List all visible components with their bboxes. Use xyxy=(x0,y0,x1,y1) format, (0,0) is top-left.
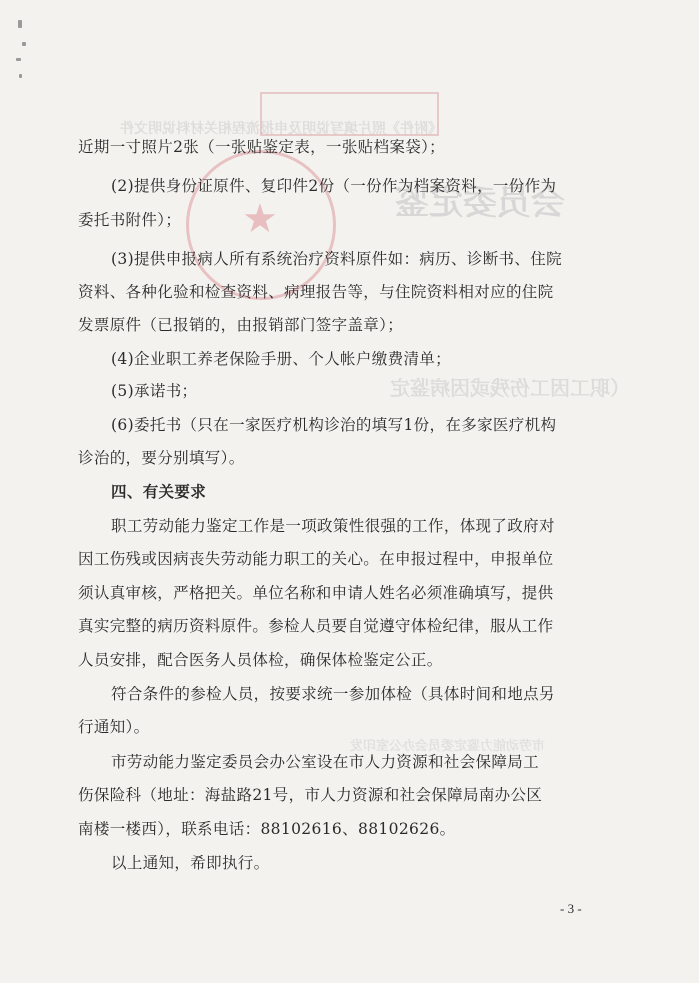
binding-mark xyxy=(19,74,22,78)
page-number: - 3 - xyxy=(560,901,582,916)
text-line-22: 以上通知，希即执行。 xyxy=(111,854,270,872)
text-line-20: 伤保险科（地址：海盐路21号，市人力资源和社会保障局南办公区 xyxy=(78,786,543,804)
text-line-19: 市劳动能力鉴定委员会办公室设在市人力资源和社会保障局工 xyxy=(111,753,539,771)
bleed-through-text-4: 市劳动能力鉴定委员会办公室印发 xyxy=(350,739,546,754)
bleed-through-text-3: （职工因工伤残或因病鉴定 xyxy=(390,376,630,400)
text-line-13: 因工伤残或因病丧失劳动能力职工的关心。在申报过程中，申报单位 xyxy=(78,550,554,568)
section-heading: 四、有关要求 xyxy=(111,483,207,501)
text-line-10: 诊治的，要分别填写）。 xyxy=(78,449,245,467)
bleed-through-text-1: 会员委定鉴 xyxy=(395,183,565,223)
text-line-1: 近期一寸照片2张（一张贴鉴定表，一张贴档案袋）； xyxy=(78,138,446,156)
binding-mark xyxy=(16,58,21,61)
text-line-3: 委托书附件）； xyxy=(78,211,182,229)
stamp-box-mark xyxy=(260,92,439,136)
binding-mark xyxy=(18,20,22,28)
text-line-8: (5)承诺书； xyxy=(111,382,198,400)
text-line-15: 真实完整的病历资料原件。参检人员要自觉遵守体检纪律，服从工作 xyxy=(78,617,554,635)
text-line-14: 须认真审核，严格把关。单位名称和申请人姓名必须准确填写，提供 xyxy=(78,584,554,602)
text-line-4: (3)提供申报病人所有系统治疗资料原件如：病历、诊断书、住院 xyxy=(111,250,562,268)
text-line-16: 人员安排，配合医务人员体检，确保体检鉴定公正。 xyxy=(78,651,443,669)
text-line-7: (4)企业职工养老保险手册、个人帐户缴费清单； xyxy=(111,350,452,368)
text-line-2: (2)提供身份证原件、复印件2份（一份作为档案资料，一份作为 xyxy=(111,177,557,195)
text-line-21: 南楼一楼西），联系电话：88102616、88102626。 xyxy=(78,820,456,838)
text-line-18: 行通知）。 xyxy=(78,718,150,736)
binding-mark xyxy=(22,42,26,46)
seal-star-icon: ★ xyxy=(242,196,278,242)
bleed-through-text-2: 《附件》照片填写说明及申报流程相关材料说明文件 xyxy=(120,121,442,137)
text-line-12: 职工劳动能力鉴定工作是一项政策性很强的工作，体现了政府对 xyxy=(111,517,555,535)
text-line-6: 发票原件（已报销的，由报销部门签字盖章）； xyxy=(78,316,404,334)
text-line-17: 符合条件的参检人员，按要求统一参加体检（具体时间和地点另 xyxy=(111,685,555,703)
text-line-9: (6)委托书（只在一家医疗机构诊治的填写1份，在多家医疗机构 xyxy=(111,416,557,434)
text-line-5: 资料、各种化验和检查资料、病理报告等，与住院资料相对应的住院 xyxy=(78,283,554,301)
